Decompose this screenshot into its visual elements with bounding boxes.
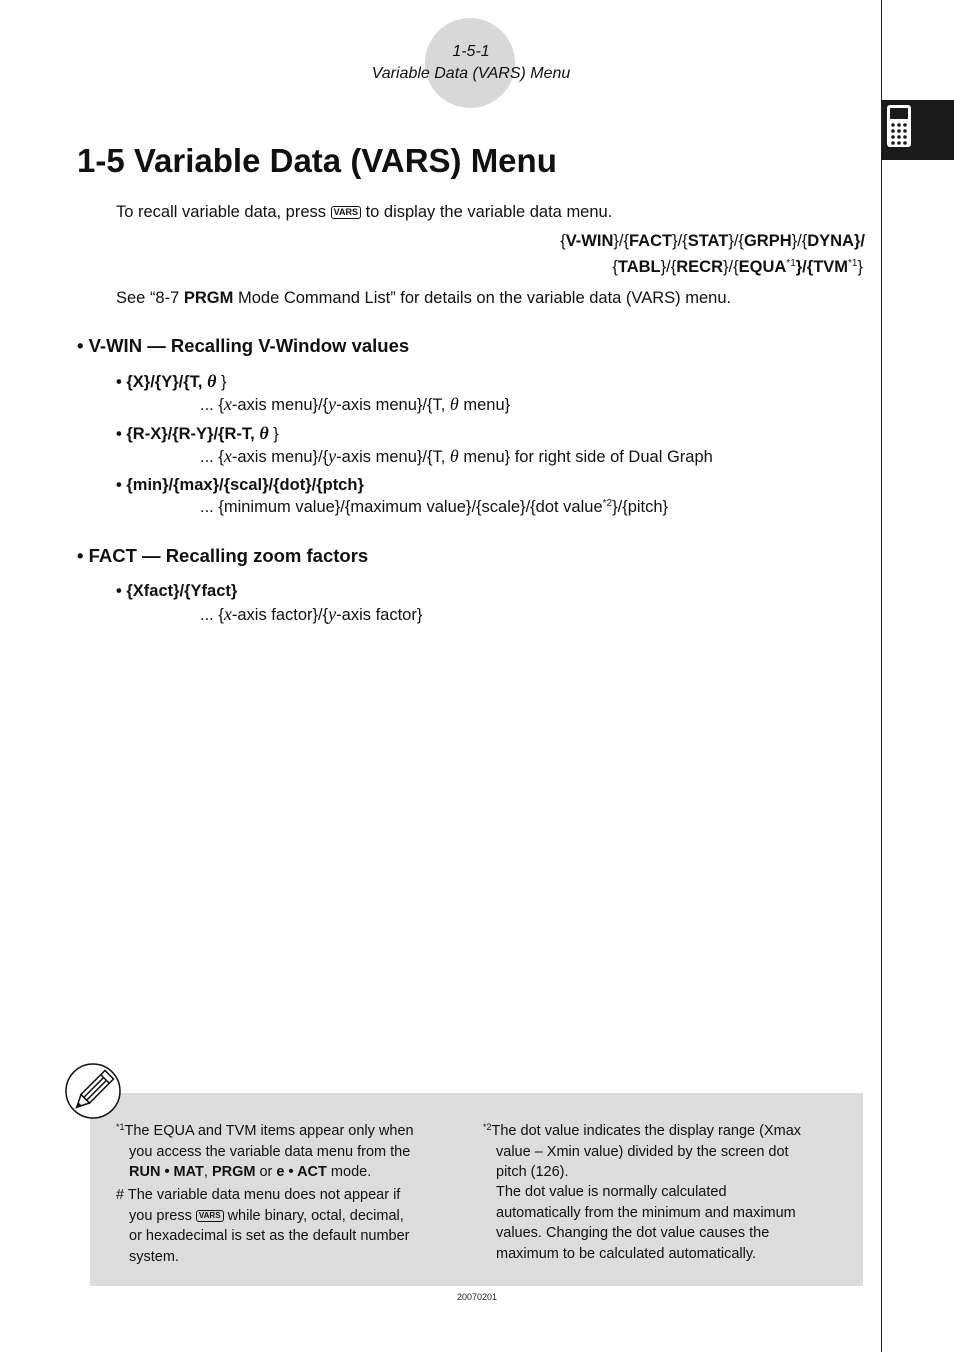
header-circle (425, 18, 515, 108)
menu-line-1: {V-WIN}/{FACT}/{STAT}/{GRPH}/{DYNA}/ (560, 232, 865, 250)
vwin-item-minmax-desc: ... {minimum value}/{maximum value}/{scale}/{dot value$^{*2}$}/{pitch} (200, 498, 669, 516)
page-number: 1-5-1 (452, 43, 490, 60)
vars-key-icon: VARS (331, 206, 361, 219)
vwin-item-minmax: • {min}/{max}/{scal}/{dot}/{ptch} (116, 476, 364, 494)
vwin-item-xyt: • {X}/{Y}/{T, θ } (116, 371, 227, 391)
pencil-note-icon (64, 1062, 122, 1120)
vwin-item-rxyt-desc: ... {x-axis menu}/{y-axis menu}/{T, θ menu} for right side of Dual Graph (200, 446, 713, 466)
fact-item-xyfact: • {Xfact}/{Yfact} (116, 582, 238, 600)
note-binary: # The variable data menu does not appear if you press VARS while binary, octal, decimal, or hexadecimal is set as the default number system. (116, 1187, 410, 1265)
vwin-item-xyt-desc: ... {x-axis menu}/{y-axis menu}/{T, θ menu} (200, 394, 511, 414)
footer-code: 20070201 (456, 1292, 498, 1302)
menu-line-2: {TABL}/{RECR}/{EQUA$^{*1}$}/{TVM$^{*1}$} (612, 258, 863, 276)
fact-item-xyfact-desc: ... {x-axis factor}/{y-axis factor} (200, 604, 423, 624)
vars-key-icon: VARS (196, 1210, 224, 1222)
calculator-icon (886, 104, 912, 148)
right-margin-rule (881, 0, 882, 1352)
note-equa-tvm: $^{*1}$The EQUA and TVM items appear only when you access the variable data menu from the RUN • MAT, PRGM or e • ACT mode. (116, 1122, 414, 1180)
vwin-item-rxyt: • {R-X}/{R-Y}/{R-T, θ } (116, 423, 279, 443)
fact-heading: • FACT — Recalling zoom factors (77, 545, 369, 566)
note-dot-value: $^{*2}$The dot value indicates the display range (Xmax value – Xmin value) divided by the screen dot pitch (126). (483, 1122, 802, 1180)
vwin-heading: • V-WIN — Recalling V-Window values (77, 335, 410, 356)
page-title: 1-5 Variable Data (VARS) Menu (77, 142, 557, 179)
see-reference: See “8-7 PRGM Mode Command List” for details on the variable data (VARS) menu. (116, 289, 732, 307)
intro-paragraph: To recall variable data, press VARS to display the variable data menu. (116, 203, 613, 221)
running-header-title: Variable Data (VARS) Menu (371, 65, 571, 82)
note-dot-calc: The dot value is normally calculated automatically from the minimum and maximum values. Changing the dot value causes the maximum to be calculated automatically. (496, 1184, 796, 1262)
